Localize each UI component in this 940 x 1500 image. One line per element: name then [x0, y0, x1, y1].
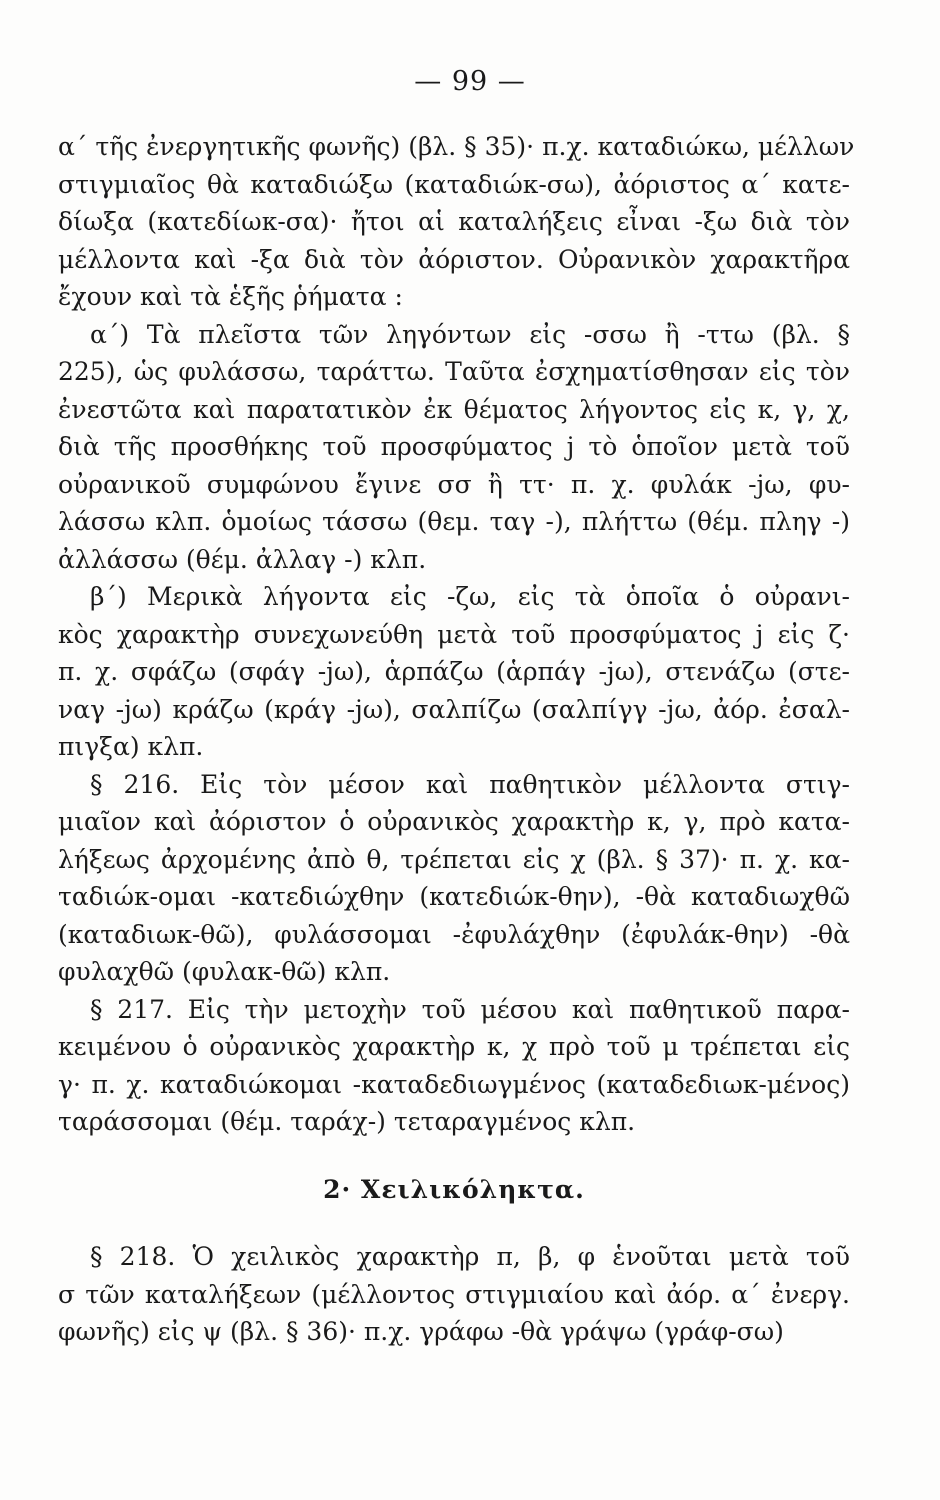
text-line: στιγμιαῖος θὰ καταδιώξω (καταδιώκ-σω), ἀόριστος α΄ κατε- [58, 169, 850, 199]
text-line: λήξεως ἀρχομένης ἀπὸ θ, τρέπεται εἰς χ (βλ. § 37)· π. χ. κα- [58, 844, 850, 874]
text-line: διὰ τῆς προσθήκης τοῦ προσφύματος j τὸ ὁποῖον μετὰ τοῦ [58, 432, 850, 461]
text-line: β΄) Μερικὰ λήγοντα εἰς -ζω, εἰς τὰ ὁποῖα ὁ οὐρανι- [90, 582, 850, 611]
text-line: ταδιώκ-ομαι -κατεδιώχθην (κατεδιώκ-θην), -θὰ καταδιωχθῶ [58, 882, 850, 911]
text-line: κειμένου ὁ οὐρανικὸς χαρακτὴρ κ, χ πρὸ τοῦ μ τρέπεται εἰς [58, 1032, 850, 1061]
text-line: δίωξα (κατεδίωκ-σα)· ἤτοι αἱ καταλήξεις εἶναι -ξω διὰ τὸν [58, 207, 850, 236]
section-gap [58, 1208, 850, 1238]
text-line: (καταδιωκ-θῶ), φυλάσσομαι -ἐφυλάχθην (ἐφυλάκ-θην) -θὰ [58, 919, 850, 949]
text-line: α΄) Τὰ πλεῖστα τῶν ληγόντων εἰς -σσω ἢ -ττω (βλ. § [90, 319, 850, 349]
text-line: ἐνεστῶτα καὶ παρατατικὸν ἐκ θέματος λήγοντος εἰς κ, γ, χ, [58, 394, 850, 424]
closing-paragraph [58, 1238, 850, 1351]
text-line: ταράσσομαι (θέμ. ταράχ-) τεταραγμένος κλπ. [58, 1107, 636, 1136]
text-line: ἔχουν καὶ τὰ ἑξῆς ῥήματα : [58, 282, 403, 311]
page-number: — 99 — [414, 66, 526, 97]
text-line: φυλαχθῶ (φυλακ-θῶ) κλπ. [58, 957, 391, 986]
paragraph [58, 766, 850, 991]
text-line: λάσσω κλπ. ὁμοίως τάσσω (θεμ. ταγ -), πλήττω (θέμ. πληγ -) [58, 507, 850, 536]
text-line: μέλλοντα καὶ -ξα διὰ τὸν ἀόριστον. Οὐρανικὸν χαρακτῆρα [58, 244, 850, 274]
text-line: πιγξα) κλπ. [58, 732, 204, 761]
text-line: α΄ τῆς ἐνεργητικῆς φωνῆς) (βλ. § 35)· π.χ. καταδιώκω, μέλλων [58, 132, 855, 161]
paragraph [58, 1238, 850, 1351]
body-text [58, 128, 855, 1351]
text-line: οὐρανικοῦ συμφώνου ἔγινε σσ ἢ ττ· π. χ. φυλάκ -jω, φυ- [58, 469, 850, 499]
text-line: ἀλλάσσω (θέμ. ἀλλαγ -) κλπ. [58, 544, 427, 574]
text-line: φωνῆς) εἰς ψ (βλ. § 36)· π.χ. γράφω -θὰ γράψω (γράφ-σω) [58, 1317, 784, 1346]
paragraph [58, 578, 850, 766]
paragraph [58, 128, 855, 316]
text-line: ναγ -jω) κράζω (κράγ -jω), σαλπίζω (σαλπίγγ -jω, ἀόρ. ἐσαλ- [58, 694, 850, 724]
paragraph [58, 991, 850, 1141]
paragraph [58, 316, 850, 579]
text-line: γ· π. χ. καταδιώκομαι -καταδεδιωγμένος (καταδεδιωκ-μένος) [58, 1069, 850, 1099]
text-line: 225), ὡς φυλάσσω, ταράττω. Ταῦτα ἐσχηματίσθησαν εἰς τὸν [58, 357, 850, 386]
text-line: § 218. Ὁ χειλικὸς χαρακτὴρ π, β, φ ἑνοῦται μετὰ τοῦ [90, 1242, 850, 1271]
section-heading: 2· Χειλικόληκτα. [323, 1174, 585, 1204]
text-line: π. χ. σφάζω (σφάγ -jω), ἁρπάζω (ἁρπάγ -jω), στενάζω (στε- [58, 657, 850, 686]
text-line: § 217. Εἰς τὴν μετοχὴν τοῦ μέσου καὶ παθητικοῦ παρα- [90, 994, 850, 1024]
text-line: § 216. Εἰς τὸν μέσον καὶ παθητικὸν μέλλοντα στιγ- [90, 769, 850, 799]
text-line: σ τῶν καταλήξεων (μέλλοντος στιγμιαίου καὶ ἀόρ. α΄ ἐνεργ. [58, 1279, 850, 1309]
text-line: κὸς χαρακτὴρ συνεχωνεύθη μετὰ τοῦ προσφύματος j εἰς ζ· [58, 619, 850, 649]
text-line: μιαῖον καὶ ἀόριστον ὁ οὐρανικὸς χαρακτὴρ κ, γ, πρὸ κατα- [58, 807, 850, 836]
section-gap [58, 1141, 850, 1171]
paragraph-container [58, 128, 855, 1141]
